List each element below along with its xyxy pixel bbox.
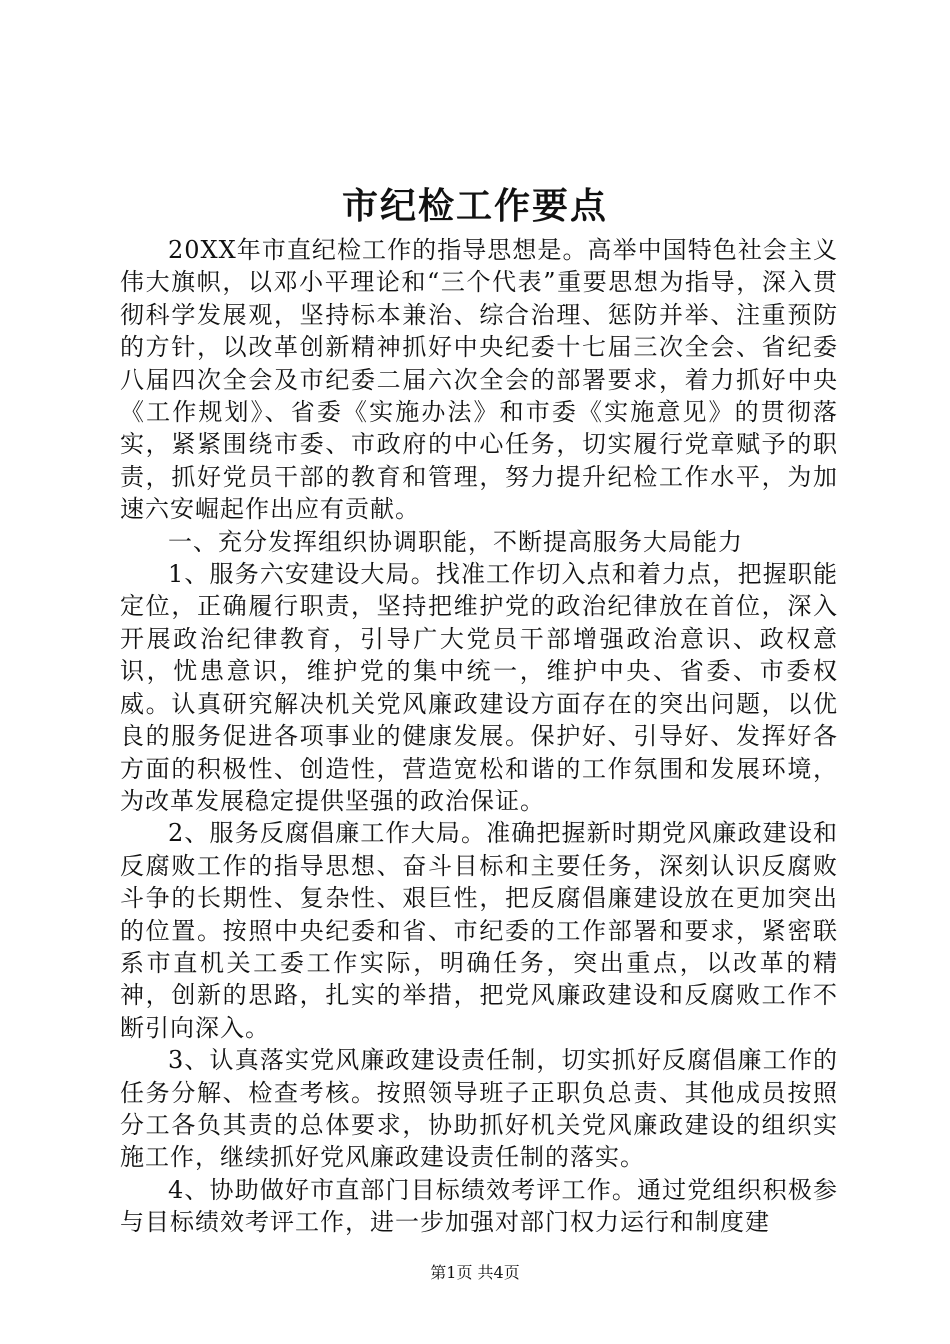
paragraph-guiding-ideology: 20XX年市直纪检工作的指导思想是。高举中国特色社会主义伟大旗帜，以邓小平理论和“三个代表”重要思想为指导，深入贯彻科学发展观，坚持标本兼治、综合治理、惩防并举、注重预防的方针，以改革创新精神抓好中央纪委十七届三次全会、省纪委八届四次全会及市纪委二届六次全会的部署要求，着力抓好中央《工作规划》、省委《实施办法》和市委《实施意见》的贯彻落实，紧紧围绕市委、市政府的中心任务，切实履行党章赋予的职责，抓好党员干部的教育和管理，努力提升纪检工作水平，为加速六安崛起作出应有贡献。 [120, 236, 838, 524]
section-heading-1: 一、充分发挥组织协调职能，不断提高服务大局能力 [168, 527, 743, 556]
paragraph-item-3: 3、认真落实党风廉政建设责任制，切实抓好反腐倡廉工作的任务分解、检查考核。按照领导班子正职负总责、其他成员按照分工各负其责的总体要求，协助抓好机关党风廉政建设的组织实施工作，继续抓好党风廉政建设责任制的落实。 [120, 1046, 838, 1172]
page-footer: 第1页 共4页 [430, 1263, 520, 1282]
paragraph-item-4: 4、协助做好市直部门目标绩效考评工作。通过党组织积极参与目标绩效考评工作，进一步加强对部门权力运行和制度建 [120, 1175, 838, 1237]
paragraph-item-1: 1、服务六安建设大局。找准工作切入点和着力点，把握职能定位，正确履行职责，坚持把维护党的政治纪律放在首位，深入开展政治纪律教育，引导广大党员干部增强政治意识、政权意识，忧患意识，维护党的集中统一，维护中央、省委、市委权威。认真研究解决机关党风廉政建设方面存在的突出问题，以优良的服务促进各项事业的健康发展。保护好、引导好、发挥好各方面的积极性、创造性，营造宽松和谐的工作氛围和发展环境，为改革发展稳定提供坚强的政治保证。 [120, 560, 838, 815]
document-body [120, 234, 838, 1239]
paragraph-item-2: 2、服务反腐倡廉工作大局。准确把握新时期党风廉政建设和反腐败工作的指导思想、奋斗目标和主要任务，深刻认识反腐败斗争的长期性、复杂性、艰巨性，把反腐倡廉建设放在更加突出的位置。按照中央纪委和省、市纪委的工作部署和要求，紧密联系市直机关工委工作实际，明确任务，突出重点，以改革的精神，创新的思路，扎实的举措，把党风廉政建设和反腐败工作不断引向深入。 [120, 819, 838, 1042]
document-title: 市纪检工作要点 [341, 185, 608, 227]
